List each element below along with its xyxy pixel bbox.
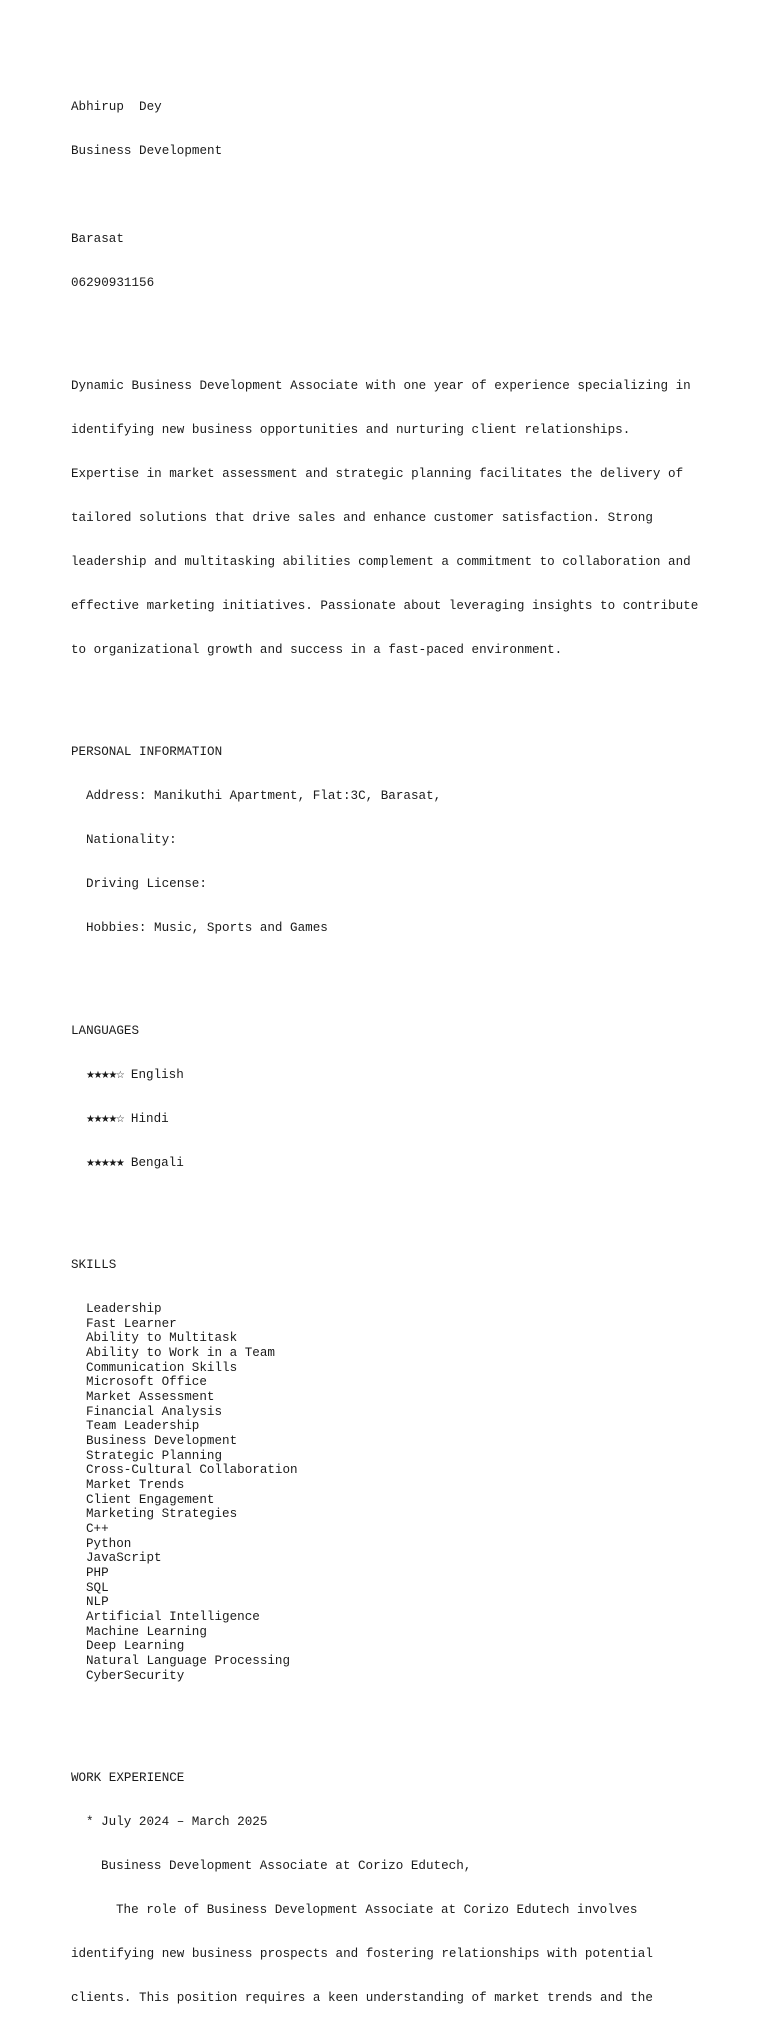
languages-heading: LANGUAGES: [71, 1023, 140, 1038]
work-experience-heading: WORK EXPERIENCE: [71, 1771, 185, 1786]
skill-item: Communication Skills: [86, 1360, 238, 1375]
resume-document: [71, 71, 731, 2020]
skill-item: Cross-Cultural Collaboration: [86, 1463, 298, 1478]
summary-line: Expertise in market assessment and strategic planning facilitates the delivery of: [71, 466, 684, 481]
job-description-line: identifying new business prospects and fostering relationships with potential: [71, 1947, 653, 1961]
candidate-title: Business Development: [71, 144, 223, 159]
job-description-line: clients. This position requires a keen understanding of market trends and the: [71, 1990, 653, 2005]
skill-item: PHP: [86, 1565, 109, 1580]
skill-item: Client Engagement: [86, 1492, 215, 1507]
candidate-location: Barasat: [71, 232, 124, 247]
skill-item: Market Trends: [86, 1478, 185, 1492]
language-name: Hindi: [130, 1111, 169, 1126]
skill-item: Fast Learner: [86, 1316, 177, 1331]
nationality-line: Nationality:: [86, 833, 177, 848]
skill-item: Ability to Work in a Team: [86, 1346, 275, 1361]
skills-list: [71, 1302, 731, 1683]
skill-item: Strategic Planning: [86, 1448, 223, 1463]
hobbies-line: Hobbies: Music, Sports and Games: [86, 921, 328, 936]
candidate-phone: 06290931156: [71, 276, 155, 291]
rating-stars-icon: ★★★★★: [86, 1157, 124, 1169]
personal-info-heading: PERSONAL INFORMATION: [71, 745, 223, 760]
summary-line: Dynamic Business Development Associate with one year of experience specializing in: [71, 378, 691, 393]
skill-item: SQL: [86, 1580, 109, 1595]
language-item: [71, 1068, 731, 1083]
skill-item: Deep Learning: [86, 1639, 185, 1654]
skill-item: JavaScript: [86, 1551, 162, 1566]
summary-line: tailored solutions that drive sales and enhance customer satisfaction. Strong: [71, 510, 653, 525]
rating-stars-icon: ★★★★☆: [86, 1113, 124, 1125]
language-item: [71, 1156, 731, 1171]
skill-item: Business Development: [86, 1434, 238, 1449]
skill-item: Leadership: [86, 1302, 162, 1317]
skill-item: Machine Learning: [86, 1624, 207, 1639]
summary-line: effective marketing initiatives. Passionate about leveraging insights to contribute: [71, 598, 699, 613]
skill-item: Financial Analysis: [86, 1404, 223, 1419]
job-period: * July 2024 – March 2025: [86, 1815, 268, 1830]
driving-license-line: Driving License:: [86, 877, 207, 892]
skill-item: Natural Language Processing: [86, 1653, 291, 1668]
skill-item: Team Leadership: [86, 1419, 200, 1434]
language-name: English: [130, 1067, 184, 1082]
skill-item: Python: [86, 1536, 132, 1551]
rating-stars-icon: ★★★★☆: [86, 1069, 124, 1081]
address-line: Address: Manikuthi Apartment, Flat:3C, Barasat,: [86, 789, 442, 804]
candidate-name: Abhirup Dey: [71, 100, 162, 115]
skill-item: Ability to Multitask: [86, 1331, 238, 1346]
job-role: Business Development Associate at Corizo Edutech,: [101, 1859, 472, 1874]
language-item: [71, 1112, 731, 1127]
skill-item: Microsoft Office: [86, 1375, 207, 1390]
skills-heading: SKILLS: [71, 1258, 117, 1273]
skill-item: NLP: [86, 1595, 109, 1610]
skill-item: CyberSecurity: [86, 1668, 185, 1683]
summary-line: identifying new business opportunities and nurturing client relationships.: [71, 422, 631, 437]
summary-line: to organizational growth and success in a fast-paced environment.: [71, 642, 563, 657]
skill-item: C++: [86, 1521, 109, 1536]
skill-item: Marketing Strategies: [86, 1507, 238, 1522]
skill-item: Artificial Intelligence: [86, 1609, 260, 1624]
summary-line: leadership and multitasking abilities complement a commitment to collaboration and: [71, 554, 691, 569]
language-name: Bengali: [130, 1155, 184, 1170]
job-description-line: The role of Business Development Associate at Corizo Edutech involves: [116, 1903, 638, 1918]
skill-item: Market Assessment: [86, 1390, 215, 1405]
